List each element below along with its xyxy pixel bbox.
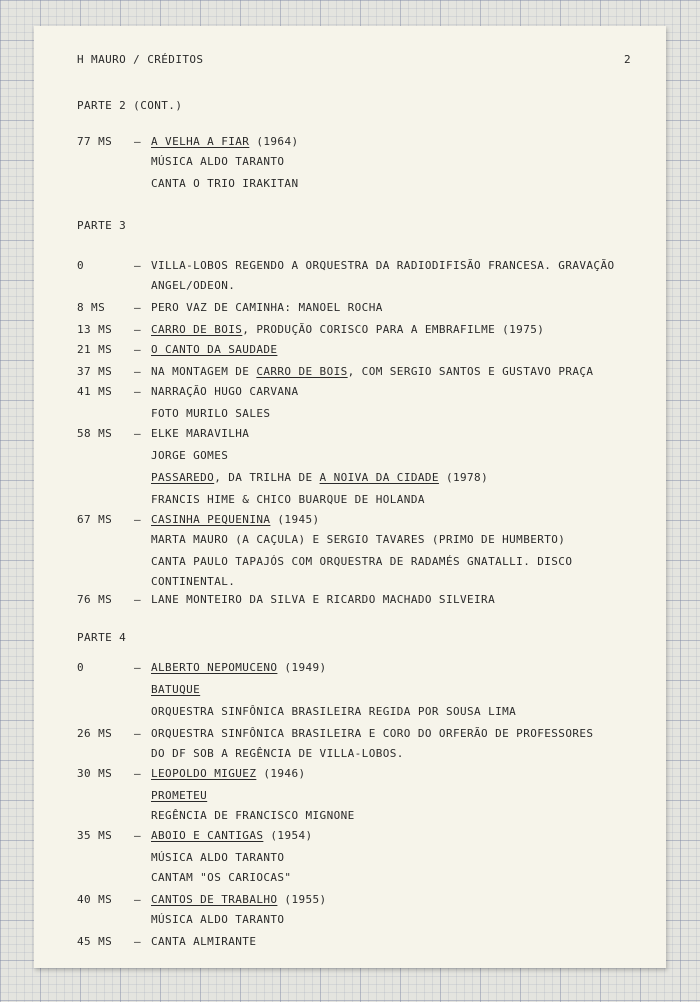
credit-line (34, 890, 666, 910)
timecode: 0 (77, 661, 85, 674)
text-segment: LANE MONTEIRO DA SILVA E RICARDO MACHADO SILVEIRA (151, 593, 496, 606)
underlined-title: PASSAREDO (151, 471, 215, 484)
credit-text (151, 404, 270, 424)
credit-text (151, 362, 593, 382)
dash-separator: – (134, 427, 142, 440)
text-segment: CANTA PAULO TAPAJÓS COM ORQUESTRA DE RADAMÉS GNATALLI. DISCO (151, 555, 573, 568)
text-segment: CANTA ALMIRANTE (151, 935, 257, 948)
credit-line (34, 910, 666, 930)
credit-line (34, 702, 666, 722)
credit-line (34, 744, 666, 764)
timecode: 21 MS (77, 343, 113, 356)
credit-text (151, 530, 565, 550)
dash-separator: – (134, 135, 142, 148)
text-segment: (1945) (270, 513, 320, 526)
timecode: 45 MS (77, 935, 113, 948)
dash-separator: – (134, 343, 142, 356)
text-segment: JORGE GOMES (151, 449, 229, 462)
credit-text (151, 744, 404, 764)
text-segment: (1949) (277, 661, 327, 674)
credit-line (34, 552, 666, 572)
credit-line (34, 806, 666, 826)
credit-line (34, 764, 666, 784)
dash-separator: – (134, 893, 142, 906)
text-segment: , PRODUÇÃO CORISCO PARA A EMBRAFILME (1975) (242, 323, 545, 336)
text-segment: PERO VAZ DE CAMINHA: MANOEL ROCHA (151, 301, 383, 314)
credit-line (34, 424, 666, 444)
credit-text (151, 320, 544, 340)
credit-line (34, 174, 666, 194)
text-segment: FRANCIS HIME & CHICO BUARQUE DE HOLANDA (151, 493, 425, 506)
header-line (34, 50, 666, 70)
credit-text (77, 96, 182, 116)
text-segment: NA MONTAGEM DE (151, 365, 257, 378)
credit-text (151, 786, 207, 806)
credit-line (34, 340, 666, 360)
text-segment: CANTA O TRIO IRAKITAN (151, 177, 299, 190)
underlined-title: O CANTO DA SAUDADE (151, 343, 278, 356)
text-segment: VILLA-LOBOS REGENDO A ORQUESTRA DA RADIODIFISÃO FRANCESA. GRAVAÇÃO (151, 259, 615, 272)
text-segment: PARTE 4 (77, 631, 127, 644)
dash-separator: – (134, 385, 142, 398)
credit-text (151, 826, 313, 846)
underlined-title: CARRO DE BOIS (256, 365, 348, 378)
credit-line (34, 490, 666, 510)
dash-separator: – (134, 661, 142, 674)
text-segment: ORQUESTRA SINFÔNICA BRASILEIRA REGIDA POR SOUSA LIMA (151, 705, 517, 718)
underlined-title: CASINHA PEQUENINA (151, 513, 271, 526)
dash-separator: – (134, 259, 142, 272)
timecode: 76 MS (77, 593, 113, 606)
credit-line (34, 680, 666, 700)
timecode: 77 MS (77, 135, 113, 148)
credit-line (34, 256, 666, 276)
credit-line (34, 932, 666, 952)
credit-line (34, 590, 666, 610)
credit-line (34, 362, 666, 382)
text-segment: MÚSICA ALDO TARANTO (151, 851, 285, 864)
credit-text (151, 424, 249, 444)
section-heading (34, 216, 666, 236)
dash-separator: – (134, 323, 142, 336)
dash-separator: – (134, 767, 142, 780)
timecode: 58 MS (77, 427, 113, 440)
text-segment: CANTAM "OS CARIOCAS" (151, 871, 292, 884)
timecode: 13 MS (77, 323, 113, 336)
timecode: 0 (77, 259, 85, 272)
credit-text (151, 340, 277, 360)
dash-separator: – (134, 301, 142, 314)
text-segment: NARRAÇÃO HUGO CARVANA (151, 385, 299, 398)
credit-text (151, 132, 299, 152)
text-segment: MÚSICA ALDO TARANTO (151, 913, 285, 926)
dash-separator: – (134, 513, 142, 526)
credit-line (34, 446, 666, 466)
credit-line (34, 468, 666, 488)
section-heading (34, 628, 666, 648)
text-segment: (1954) (263, 829, 313, 842)
dash-separator: – (134, 365, 142, 378)
document-title: H MAURO / CRÉDITOS (77, 53, 204, 66)
text-segment: MARTA MAURO (A CAÇULA) E SERGIO TAVARES (PRIMO DE HUMBERTO) (151, 533, 566, 546)
credit-text (151, 590, 495, 610)
timecode: 8 MS (77, 301, 106, 314)
credit-text (151, 490, 425, 510)
credit-text (151, 276, 235, 296)
timecode: 40 MS (77, 893, 113, 906)
text-segment: PARTE 3 (77, 219, 127, 232)
dash-separator: – (134, 593, 142, 606)
text-segment: REGÊNCIA DE FRANCISCO MIGNONE (151, 809, 355, 822)
credit-text (151, 382, 298, 402)
credit-line (34, 132, 666, 152)
credit-text (151, 510, 320, 530)
section-heading (34, 96, 666, 116)
credit-text (151, 764, 306, 784)
credit-line (34, 276, 666, 296)
timecode: 41 MS (77, 385, 113, 398)
credit-line (34, 658, 666, 678)
underlined-title: CANTOS DE TRABALHO (151, 893, 278, 906)
credit-text (151, 910, 284, 930)
credit-line (34, 530, 666, 550)
credit-text (151, 256, 615, 276)
credit-line (34, 152, 666, 172)
credit-text (151, 174, 298, 194)
underlined-title: CARRO DE BOIS (151, 323, 243, 336)
credit-text (151, 890, 327, 910)
text-segment: (1946) (256, 767, 306, 780)
credit-line (34, 382, 666, 402)
text-segment: (1955) (277, 893, 327, 906)
credit-text (151, 658, 327, 678)
credit-text (151, 152, 284, 172)
credit-line (34, 826, 666, 846)
credit-line (34, 572, 666, 592)
credit-text (151, 298, 383, 318)
underlined-title: ABOIO E CANTIGAS (151, 829, 264, 842)
timecode: 37 MS (77, 365, 113, 378)
underlined-title: BATUQUE (151, 683, 201, 696)
credit-line (34, 510, 666, 530)
credit-text (151, 932, 256, 952)
credit-line (34, 404, 666, 424)
credit-text (151, 806, 355, 826)
credit-line (34, 848, 666, 868)
credit-text (77, 216, 126, 236)
credit-text (151, 446, 228, 466)
credit-text (151, 868, 291, 888)
credit-line (34, 724, 666, 744)
text-segment: , DA TRILHA DE (214, 471, 320, 484)
credit-line (34, 298, 666, 318)
credit-line (34, 320, 666, 340)
text-segment: ANGEL/ODEON. (151, 279, 236, 292)
underlined-title: PROMETEU (151, 789, 208, 802)
credit-text (151, 848, 284, 868)
underlined-title: LEOPOLDO MIGUEZ (151, 767, 257, 780)
credit-text (151, 468, 488, 488)
text-segment: CONTINENTAL. (151, 575, 236, 588)
credit-text (77, 628, 126, 648)
text-segment: ORQUESTRA SINFÔNICA BRASILEIRA E CORO DO ORFERÃO DE PROFESSORES (151, 727, 594, 740)
credit-text (151, 572, 235, 592)
text-segment: MÚSICA ALDO TARANTO (151, 155, 285, 168)
timecode: 26 MS (77, 727, 113, 740)
credit-text (151, 724, 593, 744)
timecode: 30 MS (77, 767, 113, 780)
dash-separator: – (134, 829, 142, 842)
credit-line (34, 786, 666, 806)
underlined-title: A NOIVA DA CIDADE (319, 471, 439, 484)
credit-text (151, 702, 516, 722)
text-segment: (1978) (438, 471, 489, 484)
underlined-title: A VELHA A FIAR (151, 135, 250, 148)
text-segment: (1964) (249, 135, 299, 148)
dash-separator: – (134, 935, 142, 948)
text-segment: ELKE MARAVILHA (151, 427, 250, 440)
text-segment: , COM SERGIO SANTOS E GUSTAVO PRAÇA (347, 365, 594, 378)
text-segment: FOTO MURILO SALES (151, 407, 271, 420)
text-segment: PARTE 2 (CONT.) (77, 99, 183, 112)
credit-line (34, 868, 666, 888)
credit-text (151, 552, 572, 572)
page-number: 2 (624, 53, 632, 66)
text-segment: DO DF SOB A REGÊNCIA DE VILLA-LOBOS. (151, 747, 404, 760)
dash-separator: – (134, 727, 142, 740)
timecode: 35 MS (77, 829, 113, 842)
timecode: 67 MS (77, 513, 113, 526)
credit-text (151, 680, 200, 700)
document-page (34, 26, 666, 968)
underlined-title: ALBERTO NEPOMUCENO (151, 661, 278, 674)
